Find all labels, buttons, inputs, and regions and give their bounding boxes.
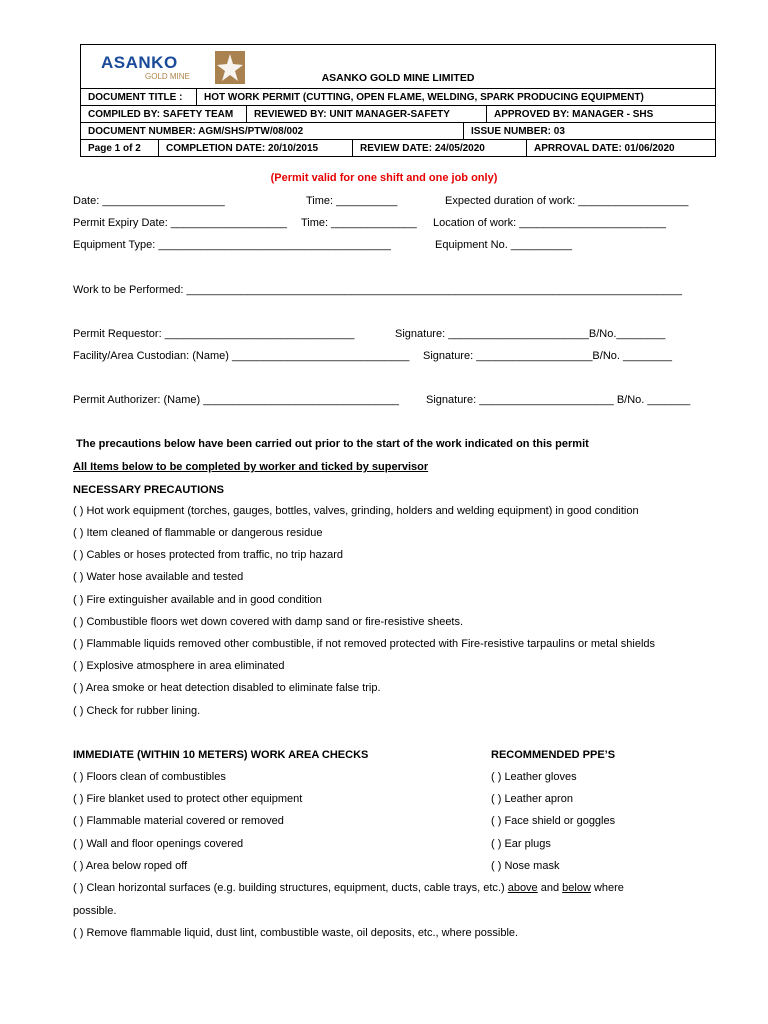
header-row-compiled bbox=[81, 106, 715, 123]
checklist-item[interactable]: ( ) Check for rubber lining. bbox=[73, 705, 201, 717]
custodian-field[interactable]: Facility/Area Custodian: (Name) _____________________________ bbox=[73, 350, 410, 362]
completion-date: COMPLETION DATE: 20/10/2015 bbox=[158, 140, 352, 156]
location-field[interactable]: Location of work: ________________________ bbox=[433, 217, 667, 229]
ppe-item[interactable]: ( ) Face shield or goggles bbox=[491, 815, 616, 827]
compiled-by: COMPILED BY: SAFETY TEAM bbox=[88, 108, 234, 120]
logo-brand-text: ASANKO bbox=[101, 53, 178, 72]
duration-field[interactable]: Expected duration of work: __________________ bbox=[445, 195, 689, 207]
authorizer-signature-field[interactable]: Signature: ______________________ B/No. _______ bbox=[426, 394, 691, 406]
header-row-docnum bbox=[81, 123, 715, 140]
page-number: Page 1 of 2 bbox=[88, 142, 141, 154]
date-field[interactable]: Date: ____________________ bbox=[73, 195, 225, 207]
checklist-item[interactable]: ( ) Flammable liquids removed other combustible, if not removed protected with Fire-resistive tarpaulins or metal shields bbox=[73, 638, 656, 650]
checklist-item[interactable]: ( ) Combustible floors wet down covered with damp sand or fire-resistive sheets. bbox=[73, 616, 464, 628]
precautions-intro: The precautions below have been carried out prior to the start of the work indicated on this permit bbox=[76, 438, 589, 450]
below-word: below bbox=[562, 882, 591, 894]
area-check-item[interactable]: ( ) Floors clean of combustibles bbox=[73, 771, 226, 783]
ppe-item[interactable]: ( ) Nose mask bbox=[491, 860, 560, 872]
permit-validity-note: (Permit valid for one shift and one job only) bbox=[270, 172, 498, 184]
expiry-date-field[interactable]: Permit Expiry Date: ___________________ bbox=[73, 217, 288, 229]
company-name: ASANKO GOLD MINE LIMITED bbox=[321, 72, 475, 84]
doc-title-label: DOCUMENT TITLE : bbox=[88, 91, 183, 103]
ppe-item[interactable]: ( ) Ear plugs bbox=[491, 838, 551, 850]
clean-surfaces-text: ( ) Clean horizontal surfaces (e.g. building structures, equipment, ducts, cable trays, etc.) bbox=[73, 882, 508, 894]
document-number: DOCUMENT NUMBER: AGM/SHS/PTW/08/002 bbox=[88, 125, 304, 137]
ppe-item[interactable]: ( ) Leather gloves bbox=[491, 771, 577, 783]
permit-requestor-field[interactable]: Permit Requestor: _______________________________ bbox=[73, 328, 355, 340]
completion-instruction: All Items below to be completed by worker and ticked by supervisor bbox=[73, 461, 429, 473]
and-word: and bbox=[537, 882, 563, 894]
checklist-item[interactable]: ( ) Item cleaned of flammable or dangerous residue bbox=[73, 527, 323, 539]
area-check-item[interactable]: ( ) Flammable material covered or removed bbox=[73, 815, 284, 827]
expiry-time-field[interactable]: Time: ______________ bbox=[301, 217, 417, 229]
checklist-item[interactable]: ( ) Cables or hoses protected from traffic, no trip hazard bbox=[73, 549, 344, 561]
necessary-precautions-title: NECESSARY PRECAUTIONS bbox=[73, 484, 224, 496]
equipment-number-field[interactable]: Equipment No. __________ bbox=[435, 239, 572, 251]
where-word: where bbox=[590, 882, 624, 894]
issue-number: ISSUE NUMBER: 03 bbox=[463, 123, 715, 139]
ppe-item[interactable]: ( ) Leather apron bbox=[491, 793, 573, 805]
clean-surfaces-item[interactable] bbox=[73, 882, 624, 894]
equipment-type-field[interactable]: Equipment Type: ______________________________________ bbox=[73, 239, 391, 251]
area-check-item[interactable]: ( ) Area below roped off bbox=[73, 860, 188, 872]
remove-flammable-item[interactable]: ( ) Remove flammable liquid, dust lint, combustible waste, oil deposits, etc., where possible. bbox=[73, 927, 519, 939]
checklist-item[interactable]: ( ) Explosive atmosphere in area eliminated bbox=[73, 660, 285, 672]
doc-title-value: HOT WORK PERMIT (CUTTING, OPEN FLAME, WELDING, SPARK PRODUCING EQUIPMENT) bbox=[196, 89, 715, 105]
review-date: REVIEW DATE: 24/05/2020 bbox=[352, 140, 526, 156]
checklist-item[interactable]: ( ) Area smoke or heat detection disabled to eliminate false trip. bbox=[73, 682, 381, 694]
custodian-signature-field[interactable]: Signature: ___________________B/No. ________ bbox=[423, 350, 672, 362]
checklist-item[interactable]: ( ) Fire extinguisher available and in good condition bbox=[73, 594, 322, 606]
clean-surfaces-continuation: possible. bbox=[73, 905, 117, 917]
reviewed-by: REVIEWED BY: UNIT MANAGER-SAFETY bbox=[246, 106, 486, 122]
header-logo-row bbox=[81, 45, 715, 89]
area-check-item[interactable]: ( ) Wall and floor openings covered bbox=[73, 838, 244, 850]
approval-date: APRROVAL DATE: 01/06/2020 bbox=[526, 140, 715, 156]
authorizer-field[interactable]: Permit Authorizer: (Name) ________________________________ bbox=[73, 394, 399, 406]
work-to-perform-field[interactable]: Work to be Performed: _________________________________________________________________________________ bbox=[73, 284, 683, 296]
checklist-item[interactable]: ( ) Hot work equipment (torches, gauges, bottles, valves, grinding, holders and welding equipment) in good condition bbox=[73, 505, 639, 517]
header-row-dates bbox=[81, 140, 715, 156]
time-field[interactable]: Time: __________ bbox=[306, 195, 398, 207]
above-word: above bbox=[507, 882, 538, 894]
approved-by: APPROVED BY: MANAGER - SHS bbox=[486, 106, 715, 122]
immediate-checks-title: IMMEDIATE (WITHIN 10 METERS) WORK AREA CHECKS bbox=[73, 749, 369, 761]
header-row-title bbox=[81, 89, 715, 106]
checklist-item[interactable]: ( ) Water hose available and tested bbox=[73, 571, 244, 583]
logo-sub-text: GOLD MINE bbox=[145, 72, 190, 81]
requestor-signature-field[interactable]: Signature: _______________________B/No.________ bbox=[395, 328, 666, 340]
recommended-ppe-title: RECOMMENDED PPE’S bbox=[491, 749, 616, 761]
area-check-item[interactable]: ( ) Fire blanket used to protect other equipment bbox=[73, 793, 303, 805]
document-header-table bbox=[80, 44, 716, 157]
